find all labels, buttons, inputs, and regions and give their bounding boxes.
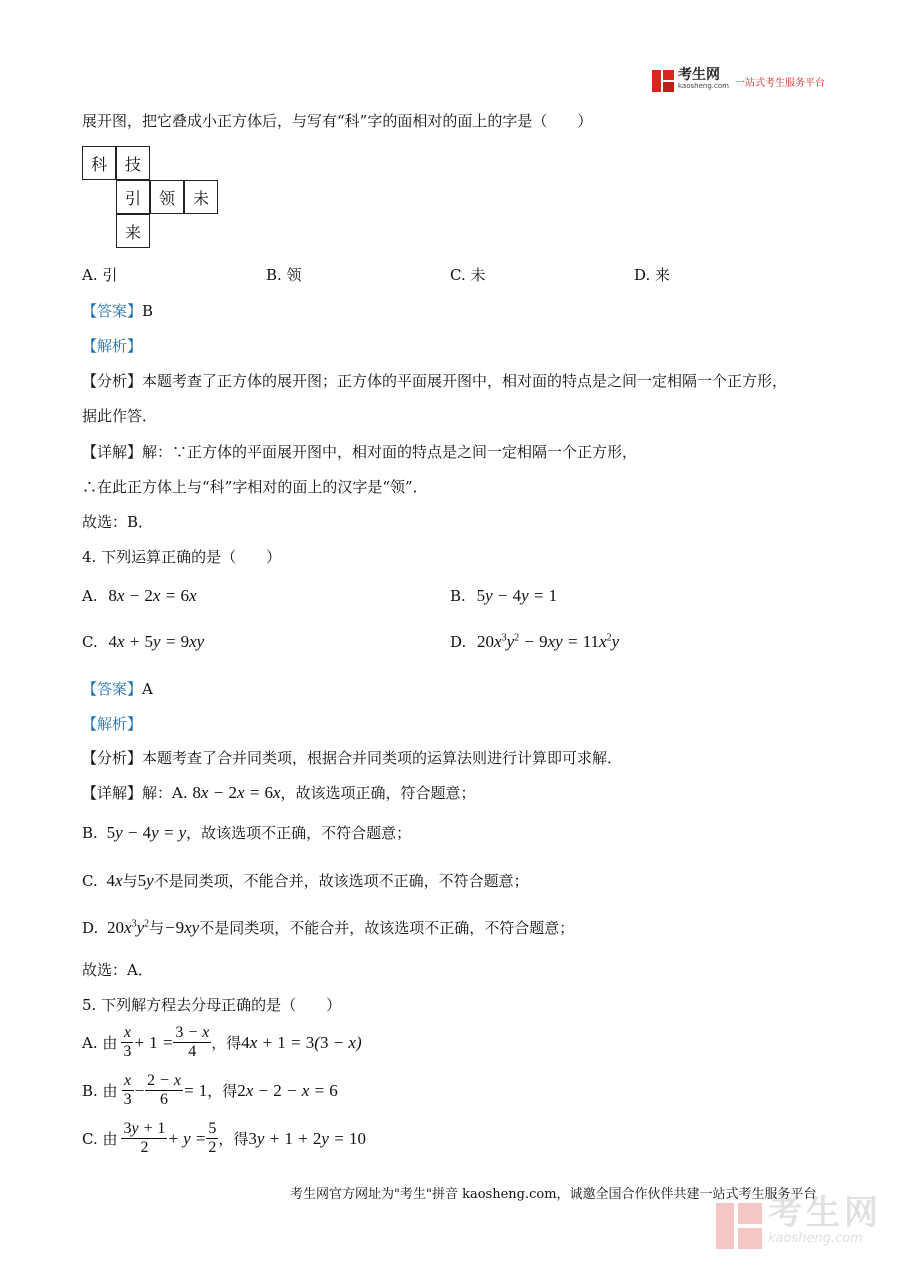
fenxi-tag: 【分析】 [82, 749, 143, 767]
header-logo [652, 67, 825, 92]
q3-option-d: D. 来 [634, 266, 671, 284]
q3-xiangjie-line2: ∴在此正方体上与“科”字相对的面上的汉字是“领”． [82, 478, 428, 496]
xj-c-expr2: 5y [137, 871, 154, 890]
q3-option-b: B. 领 [266, 266, 302, 284]
xj-b-prefix: B. [82, 824, 98, 842]
q4-xiangjie-a [82, 782, 476, 803]
option-label: D. [450, 633, 467, 651]
answer-tag: 【答案】 [82, 680, 143, 698]
xiangjie-tag: 【详解】 [82, 443, 143, 461]
q4-xiangjie-c [82, 870, 529, 891]
net-cell-ling: 领 [150, 180, 184, 214]
xj-d-expr2: −9xy [164, 918, 200, 937]
q5-a-get: ，得 [211, 1034, 242, 1052]
xiangjie-tag: 【详解】 [82, 784, 143, 802]
logo-name: 考生网 [678, 67, 720, 83]
q4-xiangjie-b [82, 822, 411, 843]
q5-b-get: ，得 [207, 1082, 238, 1100]
logo-domain: kaosheng.com [678, 82, 729, 90]
q4-option-d [450, 632, 619, 652]
q3-fenxi-line1 [82, 370, 787, 391]
q3-option-c: C. 未 [450, 266, 486, 284]
watermark-logo-icon [716, 1203, 762, 1249]
fenxi-tag: 【分析】 [82, 372, 143, 390]
net-cell-lai: 来 [116, 214, 150, 248]
footer-text: 考生网官方网址为"考生"拼音 kaosheng.com，诚邀全国合作伙伴共建一站式考生服务平台 [290, 1187, 817, 1202]
xj-a-suffix: ，故该选项正确，符合题意； [280, 784, 476, 802]
watermark-name: 考生网 [768, 1193, 882, 1233]
q4-answer: A [142, 680, 153, 698]
q5-stem: 5. 下列解方程去分母正确的是（ ） [82, 996, 342, 1014]
q3-choice: 故选：B． [82, 513, 154, 531]
option-label: C. [82, 633, 98, 651]
xj-a-expr: 8x − 2x = 6x [192, 783, 281, 802]
option-label: A. [82, 587, 98, 605]
q4-xiangjie-d [82, 917, 574, 938]
q4-option-a [82, 586, 197, 606]
q4-option-b-expr: 5y − 4y = 1 [476, 586, 558, 605]
q5-option-c [82, 1120, 366, 1157]
q3-xiangjie-text: 解：∵正方体的平面展开图中，相对面的特点是之间一定相隔一个正方形， [142, 443, 638, 461]
q5-c-label: C. 由 [82, 1130, 118, 1148]
q3-fenxi-text: 本题考查了正方体的展开图；正方体的平面展开图中，相对面的特点是之间一定相隔一个正方形， [142, 372, 788, 390]
xj-d-prefix: D. [82, 919, 99, 937]
q3-analysis-tag: 【解析】 [82, 337, 143, 355]
q5-b-label: B. 由 [82, 1082, 118, 1100]
q3-answer-line [82, 300, 153, 321]
q5-option-a [82, 1024, 362, 1061]
q3-answer: B [142, 302, 154, 320]
q5-c-result: 3y + 1 + 2y = 10 [248, 1128, 366, 1148]
q5-a-frac2: $\frac{3 - x}{4}$ [175, 1024, 210, 1060]
q4-option-a-expr: 8x − 2x = 6x [108, 586, 197, 605]
watermark-domain: kaosheng.com [768, 1231, 863, 1246]
q4-option-b [450, 586, 557, 606]
xj-d-expr1: $20x^3y^2$ [107, 918, 150, 937]
q3-intro: 展开图，把它叠成小正方体后，与写有“科”字的面相对的面上的字是（ ） [82, 112, 593, 130]
q5-c-get: ，得 [218, 1130, 249, 1148]
q5-a-frac1: $\frac{x}{3}$ [123, 1024, 132, 1060]
q4-analysis-tag: 【解析】 [82, 715, 143, 733]
q5-b-minus: − [133, 1080, 146, 1100]
xj-c-expr1: 4x [106, 871, 123, 890]
q4-option-c-expr: 4x + 5y = 9xy [108, 632, 205, 651]
q5-a-mid: + 1 = [133, 1032, 174, 1052]
q4-option-c [82, 632, 204, 652]
q5-b-frac2: $\frac{2 - x}{6}$ [147, 1072, 181, 1108]
q4-fenxi-text: 本题考查了合并同类项，根据合并同类项的运算法则进行计算即可求解． [142, 749, 623, 767]
q4-option-d-expr: $20x^3y^2 - 9xy = 11x^2y$ [477, 632, 620, 651]
q3-fenxi-line2: 据此作答． [82, 407, 158, 425]
q5-c-mid: + y = [167, 1128, 207, 1148]
net-cell-wei: 未 [184, 180, 218, 214]
kaosheng-logo-icon [652, 70, 674, 92]
q4-fenxi-line [82, 747, 622, 768]
q5-b-frac1: $\frac{x}{3}$ [123, 1072, 132, 1108]
xj-d-suffix: 不是同类项，不能合并，故该选项不正确，不符合题意； [199, 919, 575, 937]
xj-c-prefix: C. [82, 872, 98, 890]
xj-d-mid: 与 [149, 919, 165, 937]
header-slogan: 一站式考生服务平台 [734, 77, 825, 89]
q4-answer-line [82, 678, 153, 699]
option-label: B. [450, 587, 466, 605]
net-cell-yin: 引 [116, 180, 150, 214]
xj-a-prefix: 解：A. [142, 784, 188, 802]
q4-choice: 故选：A． [82, 961, 153, 979]
q4-stem: 4. 下列运算正确的是（ ） [82, 548, 282, 566]
q5-a-result: 4x + 1 = 3(3 − x) [241, 1032, 362, 1052]
q5-c-frac1: $\frac{3y + 1}{2}$ [123, 1120, 166, 1156]
q5-b-eq: = 1 [182, 1080, 208, 1100]
q3-xiangjie-line1 [82, 441, 637, 462]
xj-b-suffix: ，故该选项不正确，不符合题意； [186, 824, 412, 842]
net-cell-ke: 科 [82, 146, 116, 180]
q3-option-a: A. 引 [82, 266, 118, 284]
answer-tag: 【答案】 [82, 302, 143, 320]
xj-b-expr: 5y − 4y = y [106, 823, 187, 842]
xj-c-suffix: 不是同类项，不能合并，故该选项不正确，不符合题意； [153, 872, 529, 890]
q5-a-label: A. 由 [82, 1034, 118, 1052]
xj-c-mid: 与 [122, 872, 138, 890]
q5-b-result: 2x − 2 − x = 6 [237, 1080, 338, 1100]
net-cell-ji: 技 [116, 146, 150, 180]
watermark [716, 1193, 882, 1252]
q5-option-b [82, 1072, 338, 1109]
q5-c-frac2: $\frac{5}{2}$ [208, 1120, 217, 1156]
